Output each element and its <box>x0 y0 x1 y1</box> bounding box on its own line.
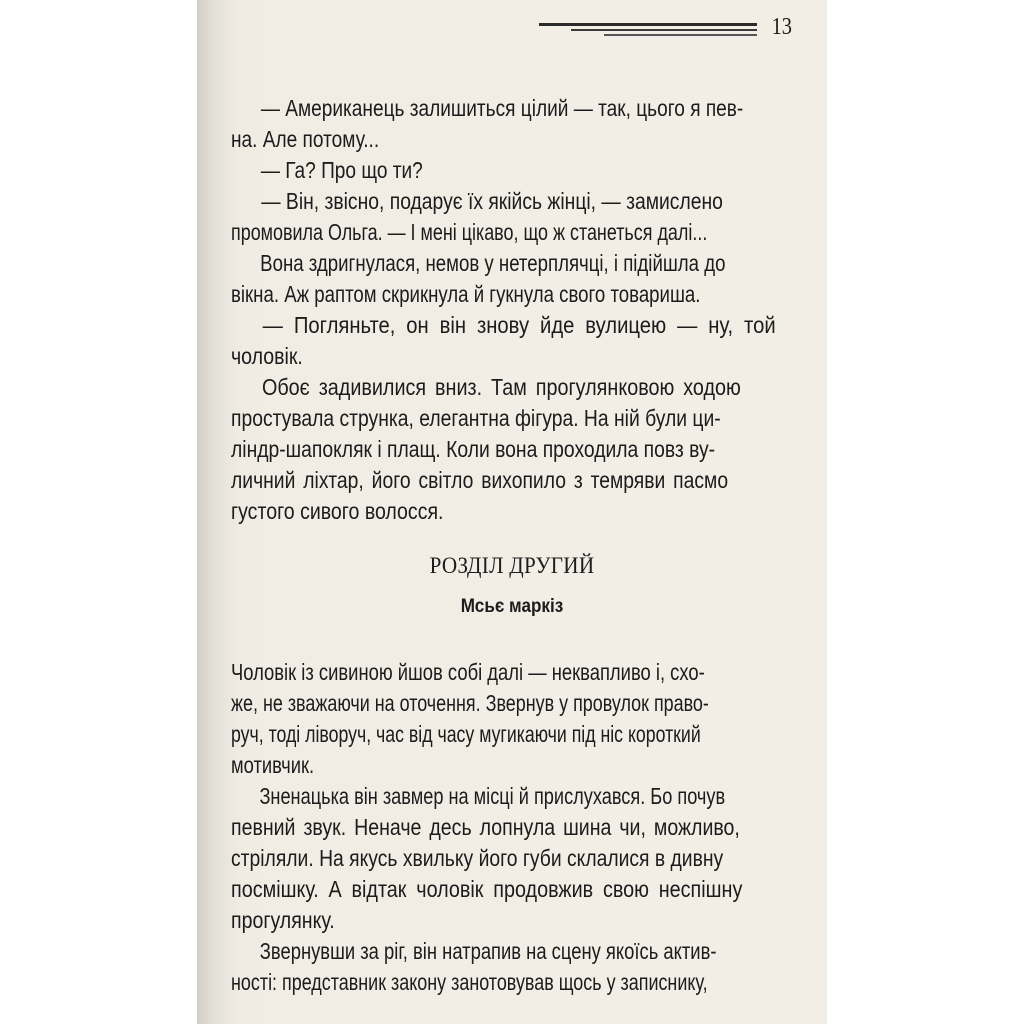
header-rule-thick <box>539 23 757 26</box>
text-line: Обоє задивилися вниз. Там прогулянковою ходою <box>261 374 741 400</box>
chapter-title: РОЗДІЛ ДРУГИЙ <box>429 553 595 578</box>
text-line: стріляли. На якусь хвильку його губи склалися в дивну <box>231 845 724 871</box>
text-line: певний звук. Неначе десь лопнула шина чи, можливо, <box>231 814 740 840</box>
text-line: промовила Ольга. — І мені цікаво, що ж станеться далі... <box>231 219 708 245</box>
text-line: прогулянку. <box>231 907 335 933</box>
text-line: — Погляньте, он він знову йде вулицею — ну, той <box>262 312 776 338</box>
running-header <box>197 14 827 44</box>
text-line: — Він, звісно, подарує їх якійсь жінці, — замислено <box>261 188 723 214</box>
chapter-subtitle: Мсьє маркіз <box>460 596 564 617</box>
text-line: на. Але потому... <box>231 126 380 152</box>
text-line: вікна. Аж раптом скрикнула й гукнула свого товариша. <box>231 281 701 307</box>
text-line: Вона здригнулася, немов у нетерплячці, і підійшла до <box>260 250 726 276</box>
text-line: чоловік. <box>231 343 303 369</box>
text-line: ності: представник закону занотовував щось у записнику, <box>231 969 708 995</box>
page-number: 13 <box>771 14 792 40</box>
text-line: ліндр-шапокляк і плащ. Коли вона проходила повз ву- <box>231 436 716 462</box>
text-line: личний ліхтар, його світло вихопило з темряви пасмо <box>231 467 729 493</box>
text-line: посмішку. А відтак чоловік продовжив свою неспішну <box>231 876 743 902</box>
text-line: Зненацька він завмер на місці й прислухався. Бо почув <box>259 783 726 809</box>
text-line: простувала струнка, елегантна фігура. На ній були ци- <box>231 405 721 431</box>
text-line: руч, тоді ліворуч, час від часу мугикаючи під ніс короткий <box>231 721 701 747</box>
book-page <box>197 0 827 1024</box>
text-line: Чоловік із сивиною йшов собі далі — неквапливо і, схо- <box>231 659 705 685</box>
text-line: Звернувши за ріг, він натрапив на сцену якоїсь актив- <box>259 938 717 964</box>
text-line: густого сивого волосся. <box>231 498 444 524</box>
header-rule-thin <box>604 34 757 36</box>
text-line: же, не зважаючи на оточення. Звернув у провулок право- <box>231 690 709 716</box>
text-line: мотивчик. <box>231 752 315 778</box>
text-line: — Американець залишиться цілий — так, цього я пев- <box>260 95 744 121</box>
text-line: — Га? Про що ти? <box>260 157 423 183</box>
header-rule-medium <box>571 29 757 31</box>
